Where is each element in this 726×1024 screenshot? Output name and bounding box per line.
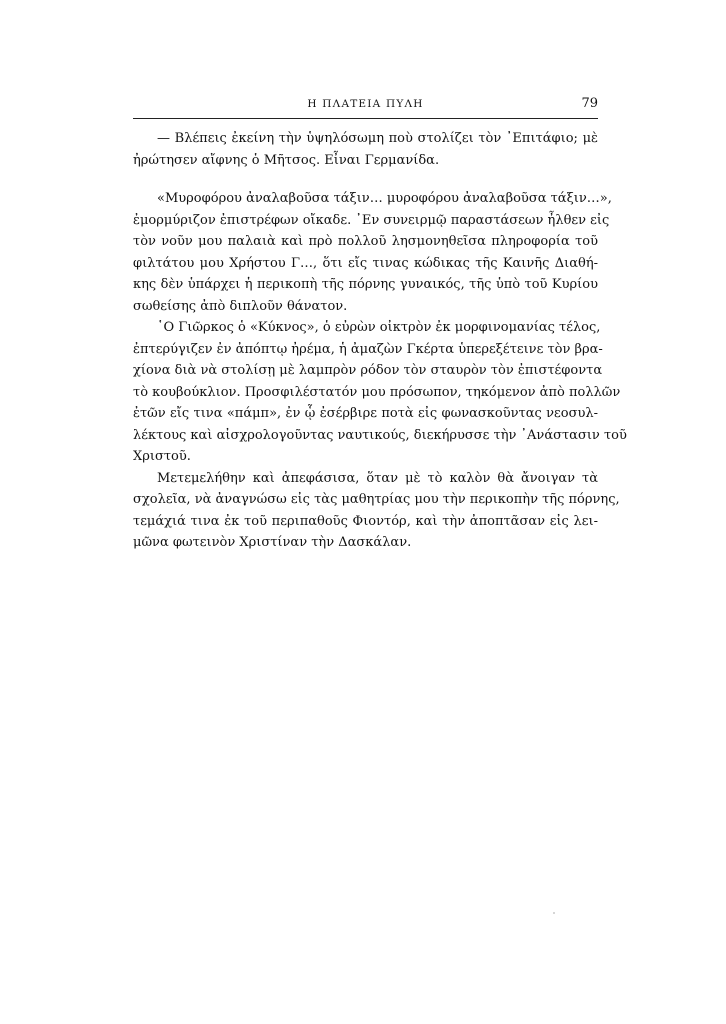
- text-line: τὸν νοῦν μου παλαιὰ καὶ πρὸ πολλοῦ λησμονηθεῖσα πληροφορία τοῦ: [133, 234, 598, 249]
- text-line: ἐπτερύγιζεν ἐν ἀπόπτῳ ἠρέμα, ἡ ἀμαζὼν Γκέρτα ὑπερεξέτεινε τὸν βρα-: [133, 341, 603, 357]
- header-rule: [133, 118, 598, 119]
- text-line: ἠρώτησεν αἴφνης ὁ Μῆτσος. Εἶναι Γερμανίδα.: [133, 152, 440, 168]
- paragraph-metemelithin: [133, 468, 620, 554]
- paragraph-gap: [133, 171, 598, 188]
- text-line: Χριστοῦ.: [133, 449, 191, 464]
- text-line: κης δὲν ὑπάρχει ἡ περικοπὴ τῆς πόρνης γυναικός, τῆς ὑπὸ τοῦ Κυρίου: [133, 277, 598, 292]
- paragraph-myrophorou: [133, 188, 612, 317]
- running-title: Η ΠΛΑΤΕΙΑ ΠΥΛΗ: [307, 98, 424, 110]
- text-line: ἐμορμύριζον ἐπιστρέφων οἴκαδε. ᾿Εν συνειρμῷ παραστάσεων ἦλθεν εἰς: [133, 212, 610, 228]
- text-line: μῶνα φωτεινὸν Χριστίναν τὴν Δασκάλαν.: [133, 535, 412, 550]
- running-header: [133, 96, 598, 116]
- body-text: [133, 128, 627, 554]
- text-line: σωθείσης ἀπὸ διπλοῦν θάνατον.: [133, 298, 348, 314]
- text-line: χίονα διὰ νὰ στολίσῃ μὲ λαμπρὸν ρόδον τὸν σταυρὸν τὸν ἐπιστέφοντα: [133, 363, 603, 378]
- text-line: τεμάχιά τινα ἐκ τοῦ περιπαθοῦς Φιοντόρ, καὶ τὴν ἀποπτᾶσαν εἰς λει-: [133, 513, 598, 529]
- text-line: «Μυροφόρου ἀναλαβοῦσα τάξιν… μυροφόρου ἀναλαβοῦσα τάξιν…»,: [157, 191, 612, 206]
- text-line: φιλτάτου μου Χρήστου Γ…, ὅτι εἴς τινας κώδικας τῆς Καινῆς Διαθή-: [133, 255, 598, 271]
- paragraph-dialogue: [133, 128, 598, 171]
- page-number: 79: [581, 96, 598, 111]
- paragraph-giorkos: [133, 317, 627, 468]
- text-line: ἐτῶν εἴς τινα «πάμπ», ἐν ᾧ ἐσέρβιρε ποτὰ εἰς φωνασκοῦντας νεοσυλ-: [133, 406, 598, 421]
- text-line: Μετεμελήθην καὶ ἀπεφάσισα, ὅταν μὲ τὸ καλὸν θὰ ἄνοιγαν τὰ: [157, 470, 598, 486]
- text-line: ῾Ο Γιῶρκος ὁ «Κύκνος», ὁ εὐρὼν οἰκτρὸν ἐκ μορφινομανίας τέλος,: [157, 320, 601, 335]
- text-line: τὸ κουβούκλιον. Προσφιλέστατόν μου πρόσωπον, τηκόμενον ἀπὸ πολλῶν: [133, 384, 621, 400]
- text-line: — Βλέπεις ἐκείνη τὴν ὑψηλόσωμη ποὺ στολίζει τὸν ᾿Επιτάφιο; μὲ: [157, 131, 598, 146]
- text-line: λέκτους καὶ αἰσχρολογοῦντας ναυτικούς, διεκήρυσσε τὴν ᾿Ανάστασιν τοῦ: [133, 427, 627, 443]
- text-line: σχολεῖα, νὰ ἀναγνώσω εἰς τὰς μαθητρίας μου τὴν περικοπὴν τῆς πόρνης,: [133, 492, 620, 507]
- paper-speck: [553, 912, 555, 914]
